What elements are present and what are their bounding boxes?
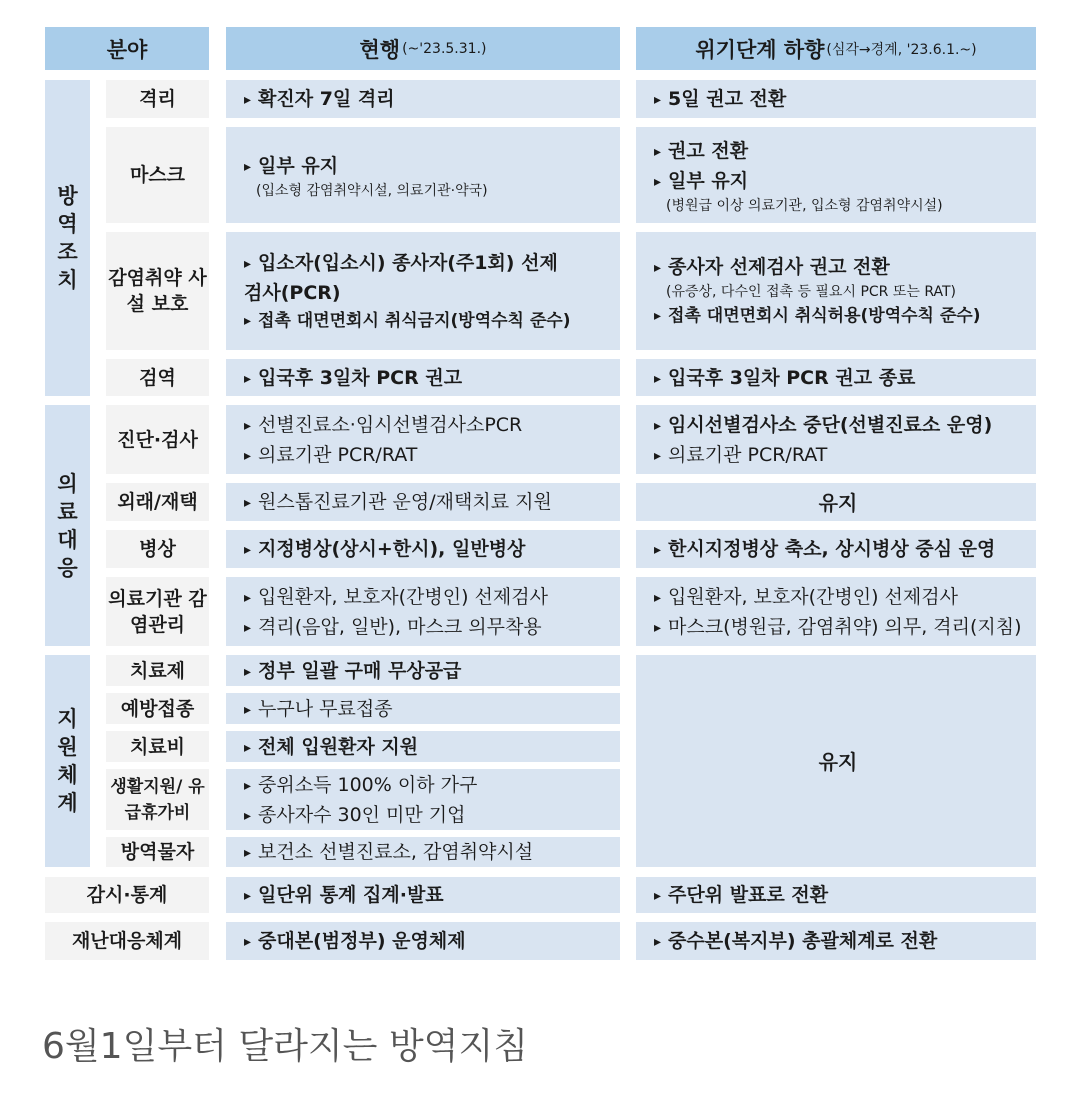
current-isolation: ▸ 확진자 7일 격리 [226,80,620,118]
header-current: 현행 (~'23.5.31.) [226,27,620,70]
label-mask: 마스크 [106,127,209,223]
next-disaster: ▸ 중수본(복지부) 총괄체계로 전환 [636,922,1036,960]
group-support: 지원체계 [45,655,90,867]
label-hospital: 의료기관 감염관리 [106,577,209,646]
next-mask: ▸ 권고 전환 ▸ 일부 유지 (병원급 이상 의료기관, 입소형 감염취약시설) [636,127,1036,223]
current-living: ▸ 중위소득 100% 이하 가구 ▸ 종사자수 30인 미만 기업 [226,769,620,830]
next-support: 유지 [636,655,1036,867]
current-supplies: ▸ 보건소 선별진료소, 감염취약시설 [226,837,620,867]
label-isolation: 격리 [106,80,209,118]
next-hospital: ▸ 입원환자, 보호자(간병인) 선제검사 ▸ 마스크(병원급, 감염취약) 의무, 격리(지침) [636,577,1036,646]
caption: 6월1일부터 달라지는 방역지침 [42,1026,529,1067]
current-beds: ▸ 지정병상(상시+한시), 일반병상 [226,530,620,568]
next-beds: ▸ 한시지정병상 축소, 상시병상 중심 운영 [636,530,1036,568]
current-vulnerable: ▸ 입소자(입소시) 종사자(주1회) 선제검사(PCR) ▸ 접촉 대면면회시 취식금지(방역수칙 준수) [226,232,620,350]
group-medical: 의료대응 [45,405,90,646]
current-diagnosis: ▸ 선별진료소·임시선별검사소PCR ▸ 의료기관 PCR/RAT [226,405,620,474]
next-outpatient: 유지 [636,483,1036,521]
label-entry: 검역 [106,359,209,396]
current-entry: ▸ 입국후 3일차 PCR 권고 [226,359,620,396]
current-hospital: ▸ 입원환자, 보호자(간병인) 선제검사 ▸ 격리(음압, 일반), 마스크 의무착용 [226,577,620,646]
current-vaccine: ▸ 누구나 무료접종 [226,693,620,724]
label-disaster: 재난대응체계 [45,922,209,960]
label-beds: 병상 [106,530,209,568]
label-vaccine: 예방접종 [106,693,209,724]
label-stats: 감시·통계 [45,877,209,913]
header-next: 위기단계 하향 (심각→경계, '23.6.1.~) [636,27,1036,70]
current-stats: ▸ 일단위 통계 집계·발표 [226,877,620,913]
next-entry: ▸ 입국후 3일차 PCR 권고 종료 [636,359,1036,396]
next-stats: ▸ 주단위 발표로 전환 [636,877,1036,913]
current-treatment: ▸ 정부 일괄 구매 무상공급 [226,655,620,686]
label-living: 생활지원/ 유급휴가비 [106,769,209,830]
current-mask: ▸ 일부 유지 (입소형 감염취약시설, 의료기관·약국) [226,127,620,223]
label-diagnosis: 진단·검사 [106,405,209,474]
group-quarantine: 방역조치 [45,80,90,396]
label-cost: 치료비 [106,731,209,762]
current-outpatient: ▸ 원스톱진료기관 운영/재택치료 지원 [226,483,620,521]
label-vulnerable: 감염취약 사설 보호 [106,232,209,350]
label-outpatient: 외래/재택 [106,483,209,521]
label-supplies: 방역물자 [106,837,209,867]
header-field: 분야 [45,27,209,70]
next-isolation: ▸ 5일 권고 전환 [636,80,1036,118]
next-diagnosis: ▸ 임시선별검사소 중단(선별진료소 운영) ▸ 의료기관 PCR/RAT [636,405,1036,474]
label-treatment: 치료제 [106,655,209,686]
next-vulnerable: ▸ 종사자 선제검사 권고 전환 (유증상, 다수인 접촉 등 필요시 PCR 또는 RAT) ▸ 접촉 대면면회시 취식허용(방역수칙 준수) [636,232,1036,350]
current-disaster: ▸ 중대본(범정부) 운영체제 [226,922,620,960]
current-cost: ▸ 전체 입원환자 지원 [226,731,620,762]
